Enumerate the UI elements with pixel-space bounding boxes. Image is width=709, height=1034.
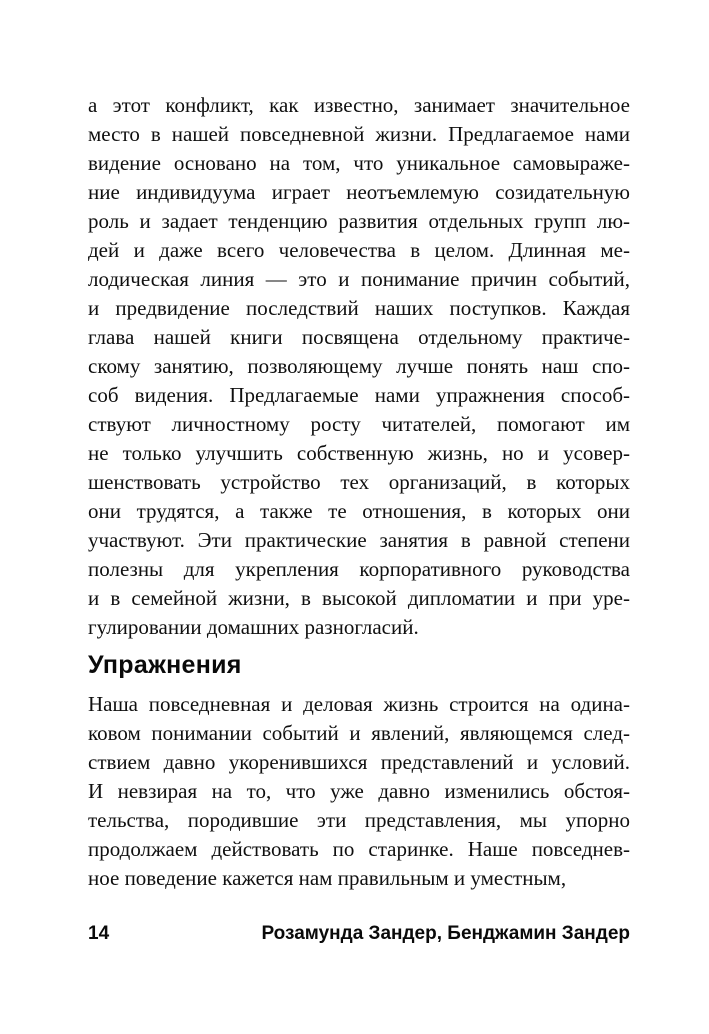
- text-line: роль и задает тенденцию развития отдельных групп лю-: [88, 209, 630, 233]
- text-line: а этот конфликт, как известно, занимает значительное: [88, 93, 630, 117]
- text-line: лодическая линия — это и понимание причин событий,: [88, 267, 630, 291]
- text-line: и в семейной жизни, в высокой дипломатии и при уре-: [88, 586, 630, 610]
- running-title: Розамунда Зандер, Бенджамин Зандер: [261, 923, 630, 944]
- text-line: место в нашей повседневной жизни. Предлагаемое нами: [88, 122, 630, 146]
- page-number: 14: [88, 923, 110, 944]
- paragraph-2: [88, 690, 630, 893]
- text-line: глава нашей книги посвящена отдельному практиче-: [88, 325, 630, 349]
- text-line: гулировании домашних разногласий.: [88, 615, 419, 639]
- text-line: не только улучшить собственную жизнь, но и усовер-: [88, 441, 630, 465]
- text-line: видение основано на том, что уникальное самовыраже-: [88, 151, 630, 175]
- paragraph-1: [88, 91, 630, 642]
- text-line: ное поведение кажется нам правильным и уместным,: [88, 866, 567, 890]
- text-line: ствием давно укоренившихся представлений и условий.: [88, 750, 630, 774]
- text-line: Наша повседневная и деловая жизнь строится на одина-: [88, 692, 630, 716]
- text-line: продолжаем действовать по старинке. Наше повседнев-: [88, 837, 630, 861]
- text-line: скому занятию, позволяющему лучше понять наш спо-: [88, 354, 630, 378]
- text-line: участвуют. Эти практические занятия в равной степени: [88, 528, 630, 552]
- text-line: и предвидение последствий наших поступков. Каждая: [88, 296, 630, 320]
- text-line: ствуют личностному росту читателей, помогают им: [88, 412, 630, 436]
- page-footer: [88, 923, 630, 945]
- text-line: шенствовать устройство тех организаций, в которых: [88, 470, 630, 494]
- text-line: соб видения. Предлагаемые нами упражнения способ-: [88, 383, 630, 407]
- text-line: они трудятся, а также те отношения, в которых они: [88, 499, 630, 523]
- text-line: тельства, породившие эти представления, мы упорно: [88, 808, 630, 832]
- text-line: полезны для укрепления корпоративного руководства: [88, 557, 630, 581]
- text-line: И невзирая на то, что уже давно изменились обстоя-: [88, 779, 630, 803]
- text-line: ковом понимании событий и явлений, являющемся след-: [88, 721, 630, 745]
- section-heading: Упражнения: [88, 651, 242, 679]
- text-line: ние индивидуума играет неотъемлемую созидательную: [88, 180, 630, 204]
- text-line: дей и даже всего человечества в целом. Длинная ме-: [88, 238, 630, 262]
